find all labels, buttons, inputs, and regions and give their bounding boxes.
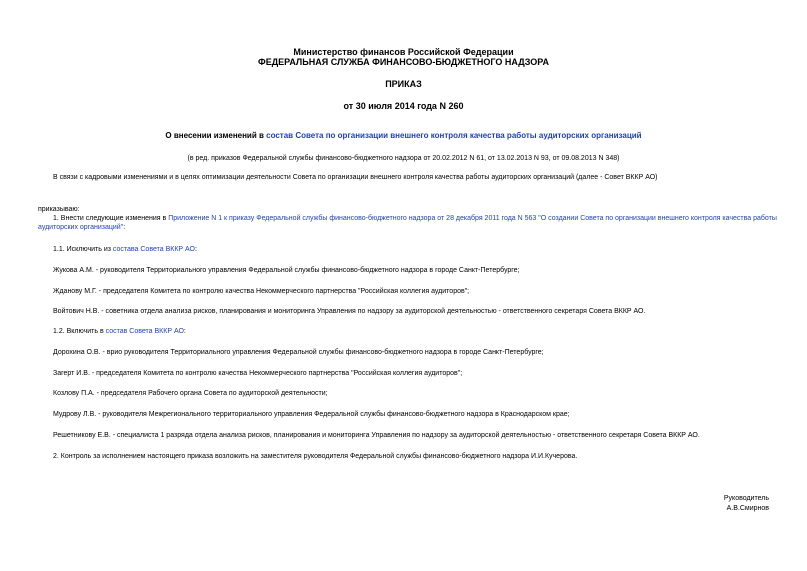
excluded-member: Войтович Н.В. - советника отдела анализа рисков, планирования и мониторинга Управления по надзору за аудиторской деятельностью - ответственного секретаря Совета ВККР АО. — [53, 308, 646, 315]
item-1-2: 1.2. Включить в состав Совета ВККР АО: — [53, 328, 186, 335]
excluded-member: Жукова А.М. - руководителя Территориального управления Федеральной службы финансово-бюджетного надзора в городе Санкт-Петербурге; — [53, 267, 520, 274]
signature-name: А.В.Смирнов — [726, 505, 769, 512]
item-1-1-link[interactable]: состава Совета ВККР АО — [112, 246, 195, 253]
orders-word: приказываю: — [38, 206, 80, 213]
ministry-name: Министерство финансов Российской Федерации — [293, 47, 514, 57]
item-1-prefix: 1. Внести следующие изменения в — [53, 215, 169, 222]
included-member: Загерт И.В. - председателя Комитета по контролю качества Некоммерческого партнерства "Российская коллегия аудиторов"; — [53, 370, 463, 377]
item-2: 2. Контроль за исполнением настоящего приказа возложить на заместителя руководителя Федеральной службы финансово-бюджетного надзора И.И.Кучерова. — [53, 453, 578, 460]
revision-note: (в ред. приказов Федеральной службы финансово-бюджетного надзора от 20.02.2012 N 61, от 13.02.2013 N 93, от 09.08.2013 N 348) — [187, 155, 620, 162]
preamble: В связи с кадровыми изменениями и в целях оптимизации деятельности Совета по организации внешнего контроля качества работы аудиторских организаций (далее - Совет ВККР АО) — [53, 174, 658, 181]
item-1-link-appendix[interactable]: Приложение N 1 к приказу Федеральной службы финансово-бюджетного надзора от 28 декабря 2011 года N 563 — [168, 215, 537, 222]
document-type: ПРИКАЗ — [385, 79, 422, 89]
service-name: ФЕДЕРАЛЬНАЯ СЛУЖБА ФИНАНСОВО-БЮДЖЕТНОГО НАДЗОРА — [258, 57, 549, 67]
title-link[interactable]: состав Совета по организации внешнего контроля качества работы аудиторских организаций — [266, 131, 642, 140]
item-1-1: 1.1. Исключить из состава Совета ВККР АО: — [53, 246, 197, 253]
included-member: Козлову П.А. - председателя Рабочего органа Совета по аудиторской деятельности; — [53, 390, 328, 397]
included-member: Решетникову Е.В. - специалиста 1 разряда отдела анализа рисков, планирования и мониторинга Управления по надзору за аудиторской деятельностью - ответственного секретаря Совета ВККР АО. — [53, 432, 700, 439]
item-1: 1. Внести следующие изменения в Приложение N 1 к приказу Федеральной службы финансово-бюджетного надзора от 28 декабря 2011 года N 563 "О создании Совета по организации внешнего контроля качества работы аудиторских организаций": — [38, 215, 777, 231]
document-date-number: от 30 июля 2014 года N 260 — [343, 101, 464, 111]
title-prefix: О внесении изменений в — [165, 131, 267, 140]
document-title — [0, 131, 807, 141]
included-member: Мудрову Л.В. - руководителя Межрегионального территориального управления Федеральной службы финансово-бюджетного надзора в Краснодарском крае; — [53, 411, 570, 418]
included-member: Дорохина О.В. - врио руководителя Территориального управления Федеральной службы финансово-бюджетного надзора в городе Санкт-Петербурге; — [53, 349, 544, 356]
item-1-2-link[interactable]: состав Совета ВККР АО — [105, 328, 184, 335]
excluded-member: Жданову М.Г. - председателя Комитета по контролю качества Некоммерческого партнерства "Российская коллегия аудиторов"; — [53, 288, 470, 295]
signature-role: Руководитель — [723, 495, 769, 502]
item-1-link-order-title[interactable]: "О создании Совета по организации внешнего контроля качества работы аудиторских организаций" — [38, 215, 777, 231]
